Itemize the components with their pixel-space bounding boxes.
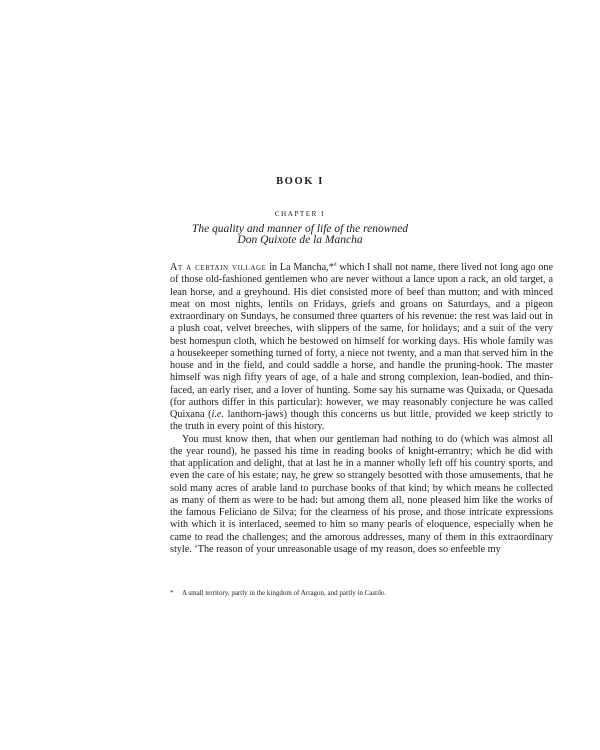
marginal-note-mark: a — [333, 260, 337, 268]
chapter-label: CHAPTER I — [274, 210, 326, 218]
footnote-mark: * — [170, 589, 174, 597]
italic-abbreviation: i.e. — [211, 409, 224, 420]
paragraph-text: which I shall not name, there lived not long ago one of those old-fashioned gentlemen who are never without a lance upon a rack, an old target, a lean horse, and a greyhound. His diet consisted more of beef than mutton; and with minced meat on most nights, lentils on Fridays, griefs and groans on Saturdays, and a pigeon extraordinary on Sundays, he consumed three quarters of his revenue: the rest was laid out in a plush coat, velvet breeches, with slippers of the same, for holidays; and a suit of the very best homespun cloth, which he bestowed on himself for working days. His whole family was a housekeeper something turned of forty, a niece not twenty, and a man that served him in the house and in the field, and could saddle a horse, and handle the pruning-hook. The master himself was nigh fifty years of age, of a hale and strong complexion, lean-bodied, and thin-faced, an early riser, and a lover of hunting. Some say his surname was Quixada, or Quesada (for authors differ in this particular): however, we may reasonably conjecture he was called Quixana ( — [170, 262, 553, 420]
paragraph-text: in La Mancha,* — [266, 262, 334, 273]
book-title: BOOK I — [276, 176, 324, 187]
paragraph-1 — [170, 262, 553, 434]
chapter-heading — [0, 224, 600, 246]
paragraph-text: lanthorn-jaws) though this concerns us but little, provided we keep strictly to the truth in every point of this history. — [170, 409, 553, 433]
chapter-heading-line-2: Don Quixote de la Mancha — [237, 234, 363, 246]
footnote — [170, 589, 553, 598]
chapter-body — [170, 262, 553, 556]
paragraph-opening-small-caps: At a certain village — [170, 262, 267, 273]
chapter-heading-line-1: The quality and manner of life of the renowned — [191, 223, 409, 235]
footnote-text: A small territory, partly in the kingdom of Arragon, and partly in Castile. — [182, 589, 386, 597]
paragraph-2: You must know then, that when our gentleman had nothing to do (which was almost all the year round), he passed his time in reading books of knight-errantry; which he did with that application and delight, that at last he in a manner wholly left off his country sports, and even the care of his estate; nay, he grew so strangely besotted with those amusements, that he sold many acres of arable land to purchase books of that kind; by which means he collected as many of them as were to be had: but among them all, none pleased him like the works of the famous Feliciano de Silva; for the clearness of his prose, and those intricate expressions with which it is interlaced, seemed to him so many pearls of eloquence, especially when he came to read the challenges; and the amorous addresses, many of them in this extraordinary style. ‘The reason of your unreasonable usage of my reason, does so enfeeble my — [170, 433, 553, 555]
